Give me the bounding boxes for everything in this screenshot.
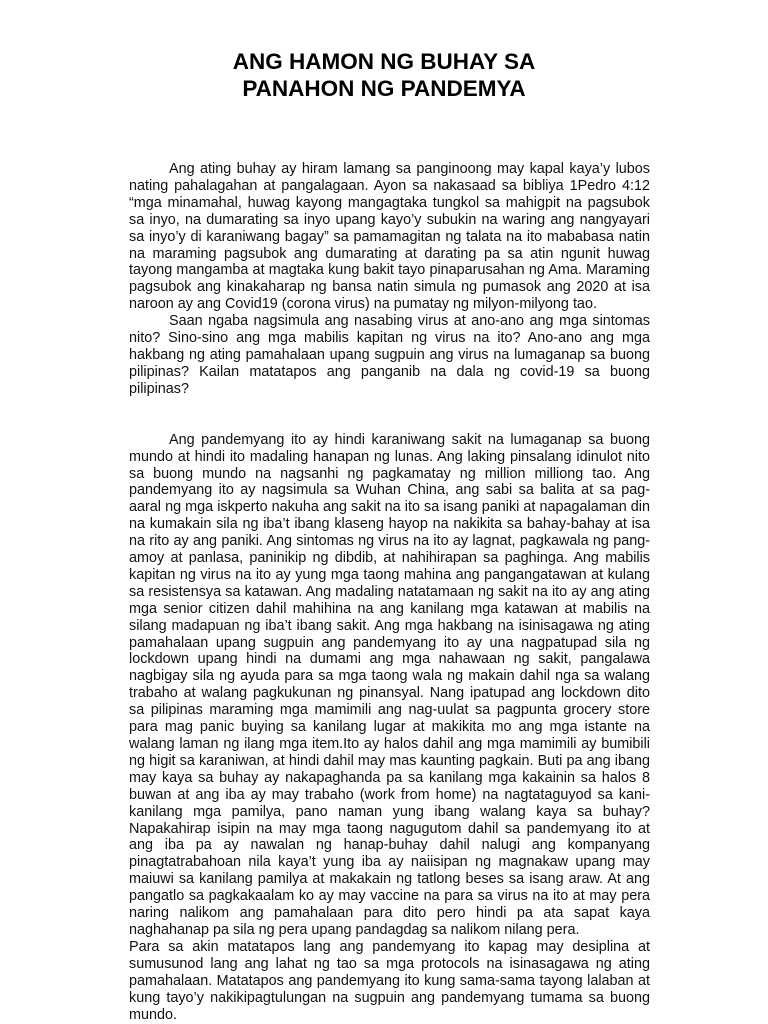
page-title: [0, 48, 768, 102]
paragraph-4: Para sa akin matatapos lang ang pandemyang ito kapag may desiplina at sumusunod lang ang lahat ng tao sa mga protocols na isinasagawa ng ating pamahalaan. Matatapos ang pandemyang ito kung sama-sama tayong lalaban at kung tayo’y nakikipagtulungan na sugpuin ang pandemyang tumama sa buong mundo.: [129, 938, 650, 1023]
essay-body: [129, 161, 650, 1023]
paragraph-3: Ang pandemyang ito ay hindi karaniwang sakit na lumaganap sa buong mundo at hindi ito madaling hanapan ng lunas. Ang laking pinsalang idinulot nito sa buong mundo na nagsanhi ng pagkamatay ng million milliong tao. Ang pandemyang ito ay nagsimula sa Wuhan China, ang sabi sa balita at sa pag-aaral ng mga iskperto nakuha ang sakit na ito sa isang paniki at napagalaman din na kumakain sila ng iba’t ibang klaseng hayop na nakikita sa bahay-bahay at isa na rito ay ang paniki. Ang sintomas ng virus na ito ay lagnat, pagkawala ng pang-amoy at panlasa, paninikip ng dibdib, at nahihirapan sa paghinga. Ang mabilis kapitan ng virus na ito ay yung mga taong mahina ang pangangatawan at kulang sa resistensya sa katawan. Ang madaling natatamaan ng sakit na ito ay ang ating mga senior citizen dahil mahihina na ang kanilang mga katawan at mabilis na silang madapuan ng iba’t ibang sakit. Ang mga hakbang na isinisagawa ng ating pamahalaan upang sugpuin ang pandemyang ito ay una nagpatupad sila ng lockdown upang hindi na dumami ang mga nahawaan ng sakit, pangalawa nagbigay sila ng ayuda para sa mga taong wala ng makain dahil nga sa walang trabaho at walang pagkukunan ng pinansyal. Nang ipatupad ang lockdown dito sa pilipinas maraming mga mamimili ang nag-uulat sa pagpunta grocery store para mag panic buying sa kanilang lugar at makikita mo ang mga istante na walang laman ng ilang mga item.Ito ay halos dahil ang mga mamimili ay bumibili ng higit sa karaniwan, at hindi dahil may mas kaunting pagkain. Buti pa ang ibang may kaya sa buhay ay nakapaghanda pa sa kanilang mga kakainin sa halos 8 buwan at ang iba ay may trabaho (work from home) na nagtataguyod sa kani-kanilang mga pamilya, pano naman yung ibang walang kaya sa buhay? Napakahirap isipin na may mga taong nagugutom dahil sa pandemyang ito at ang iba pa ay nawalan ng hanap-buhay dahil nalugi ang kompanyang pinagtatrabahoan nila kaya’t yung iba ay naiisipan ng magnakaw upang may maiuwi sa kanilang pamilya at makakain ng tatlong beses sa isang araw. At ang pangatlo sa pagkakaalam ko ay may vaccine na para sa virus na ito at may pera naring nalikom ang pamahalaan para dito pero hindi pa ata sapat kaya naghahanap pa sila ng pera upang pandagdag sa nalikom nilang pera.: [129, 431, 650, 938]
title-line-1: ANG HAMON NG BUHAY SA: [232, 49, 536, 74]
paragraph-1: Ang ating buhay ay hiram lamang sa panginoong may kapal kaya’y lubos nating pahalagahan at pangalagaan. Ayon sa nakasaad sa bibliya 1Pedro 4:12 “mga minamahal, huwag kayong mangagtaka tungkol sa mahigpit na pagsubok sa inyo, na dumarating sa inyo upang kayo’y subukin na waring ang nangyayari sa inyo’y di karaniwang bagay” sa pamamagitan ng talata na ito mababasa natin na maraming pagsubok ang dumarating at darating pa sa atin ngunit huwag tayong mangamba at magtaka kung bakit tayo pinaparusahan ng Ama. Maraming pagsubok ang kinakaharap ng bansa natin simula ng pumasok ang 2020 at isa naroon ay ang Covid19 (corona virus) na pumatay ng milyon-milyong tao.: [129, 161, 650, 313]
paragraph-gap: [129, 398, 650, 432]
title-line-2: PANAHON NG PANDEMYA: [242, 76, 526, 101]
paragraph-2: Saan ngaba nagsimula ang nasabing virus at ano-ano ang mga sintomas nito? Sino-sino ang mga mabilis kapitan ng virus na ito? Ano-ano ang mga hakbang ng ating pamahalaan upang sugpuin ang virus na lumaganap sa buong pilipinas? Kailan matatapos ang panganib na dala ng covid-19 sa buong pilipinas?: [129, 313, 650, 397]
